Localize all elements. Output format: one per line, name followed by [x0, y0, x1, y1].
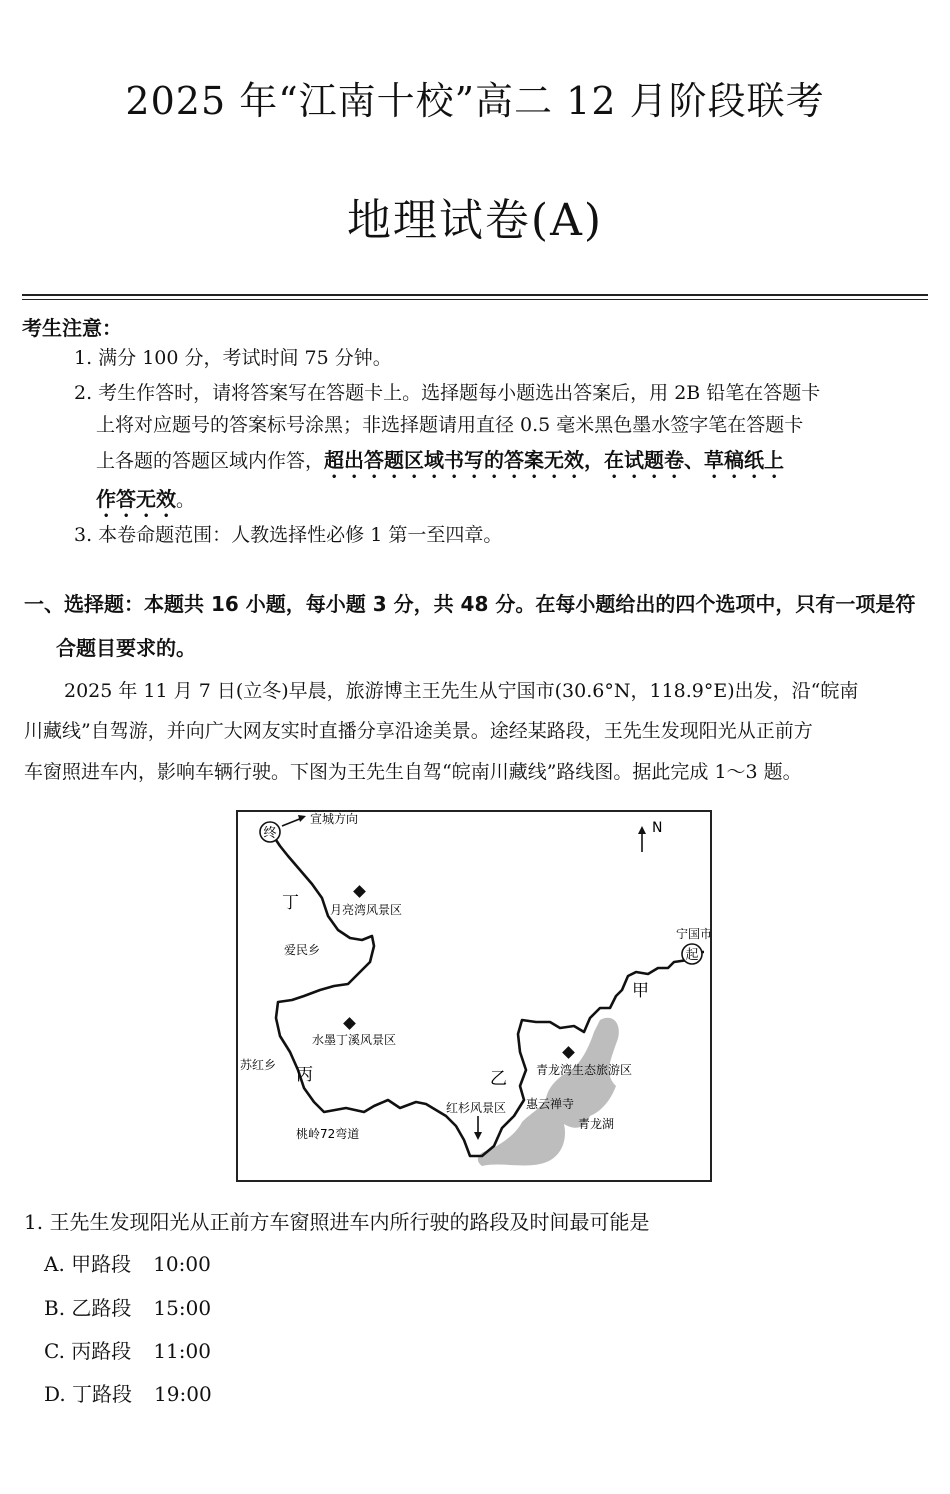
city-label: 宁国市 [676, 927, 710, 941]
stem-line-2: 川藏线”自驾游，并向广大网友实时直播分享沿途美景。途经某路段，王先生发现阳光从正前方 [24, 720, 813, 742]
notice-item-3: 3. 本卷命题范围：人教选择性必修 1 第一至四章。 [74, 524, 503, 546]
lake-label: 青龙湖 [578, 1117, 615, 1131]
road-72-label: 桃岭72弯道 [296, 1127, 360, 1141]
direction-arrow [282, 818, 302, 826]
exam-subtitle: 地理试卷(A) [346, 195, 604, 246]
spot-marker-moon-bay [353, 885, 366, 898]
option-b[interactable] [44, 1292, 211, 1321]
section-heading-line-1: 一、选择题：本题共 16 小题，每小题 3 分，共 48 分。在每小题给出的四个选项中，只有一项是符 [24, 592, 916, 616]
option-c[interactable] [44, 1335, 211, 1364]
divider-top [22, 294, 928, 296]
direction-label: 宣城方向 [310, 812, 359, 826]
stem-line-1: 2025 年 11 月 7 日(立冬)早晨，旅游博主王先生从宁国市(30.6°N，118.9°E)出发，沿“皖南 [64, 680, 859, 702]
village-aimin-label: 爱民乡 [284, 943, 321, 957]
spot-marker-qinglong [562, 1046, 575, 1059]
question-1-stem: 1. 王先生发现阳光从正前方车窗照进车内所行驶的路段及时间最可能是 [24, 1210, 650, 1234]
notice-emphasis-text: 超出答题区域书写的答案无效，在试题卷、草稿纸上 [324, 448, 785, 472]
option-b-time: 15:00 [153, 1296, 212, 1320]
end-marker-text: 终 [263, 826, 277, 841]
option-d-label: D. 丁路段 [44, 1382, 133, 1406]
option-b-label: B. 乙路段 [44, 1296, 132, 1320]
segment-jia-label: 甲 [632, 981, 649, 1001]
spot-qinglong-label: 青龙湾生态旅游区 [536, 1063, 633, 1077]
spot-marker-shuimo [343, 1017, 356, 1030]
option-a-label: A. 甲路段 [44, 1252, 132, 1276]
segment-ding-label: 丁 [282, 893, 299, 913]
north-arrow-head [638, 826, 646, 834]
segment-bing-label: 丙 [296, 1065, 313, 1085]
notice-heading: 考生注意： [22, 316, 122, 340]
notice-period: 。 [176, 489, 196, 511]
spot-hongshan-label: 红杉风景区 [446, 1101, 507, 1115]
village-suhong-label: 苏红乡 [240, 1058, 277, 1072]
notice-plain-text: 上各题的答题区域内作答， [96, 450, 325, 472]
hongshan-arrow-head [474, 1132, 482, 1140]
notice-emphasis-text-2: 作答无效 [96, 487, 176, 511]
spot-moon-bay-label: 月亮湾风景区 [330, 903, 403, 917]
section-heading-line-2: 合题目要求的。 [56, 636, 196, 660]
notice-item-2-line-1: 2. 考生作答时，请将答案写在答题卡上。选择题每小题选出答案后，用 2B 铅笔在答题卡 [74, 382, 821, 404]
option-d-time: 19:00 [154, 1382, 212, 1406]
option-a-time: 10:00 [153, 1252, 211, 1276]
start-marker-text: 起 [685, 948, 699, 963]
option-c-label: C. 丙路段 [44, 1339, 132, 1363]
route-map-svg [238, 812, 710, 1180]
notice-item-1: 1. 满分 100 分，考试时间 75 分钟。 [74, 347, 392, 369]
option-a[interactable] [44, 1248, 211, 1277]
temple-label: 惠云禅寺 [526, 1097, 575, 1111]
option-d[interactable] [44, 1378, 212, 1407]
notice-item-2-line-4 [96, 484, 195, 522]
lake-shape [478, 1018, 619, 1166]
option-c-time: 11:00 [153, 1339, 211, 1363]
exam-title: 2025 年“江南十校”高二 12 月阶段联考 [125, 79, 825, 123]
notice-item-2-line-2: 上将对应题号的答案标号涂黑；非选择题请用直径 0.5 毫米黑色墨水签字笔在答题卡 [96, 414, 804, 436]
direction-arrow-head [298, 815, 306, 822]
north-label: N [652, 820, 663, 836]
divider-bottom [22, 299, 928, 300]
notice-item-2-line-3 [96, 445, 784, 483]
route-map [236, 810, 712, 1182]
spot-shuimo-label: 水墨丁溪风景区 [312, 1033, 397, 1047]
segment-yi-label: 乙 [490, 1069, 507, 1089]
stem-line-3: 车窗照进车内，影响车辆行驶。下图为王先生自驾“皖南川藏线”路线图。据此完成 1～3 题。 [24, 761, 802, 783]
